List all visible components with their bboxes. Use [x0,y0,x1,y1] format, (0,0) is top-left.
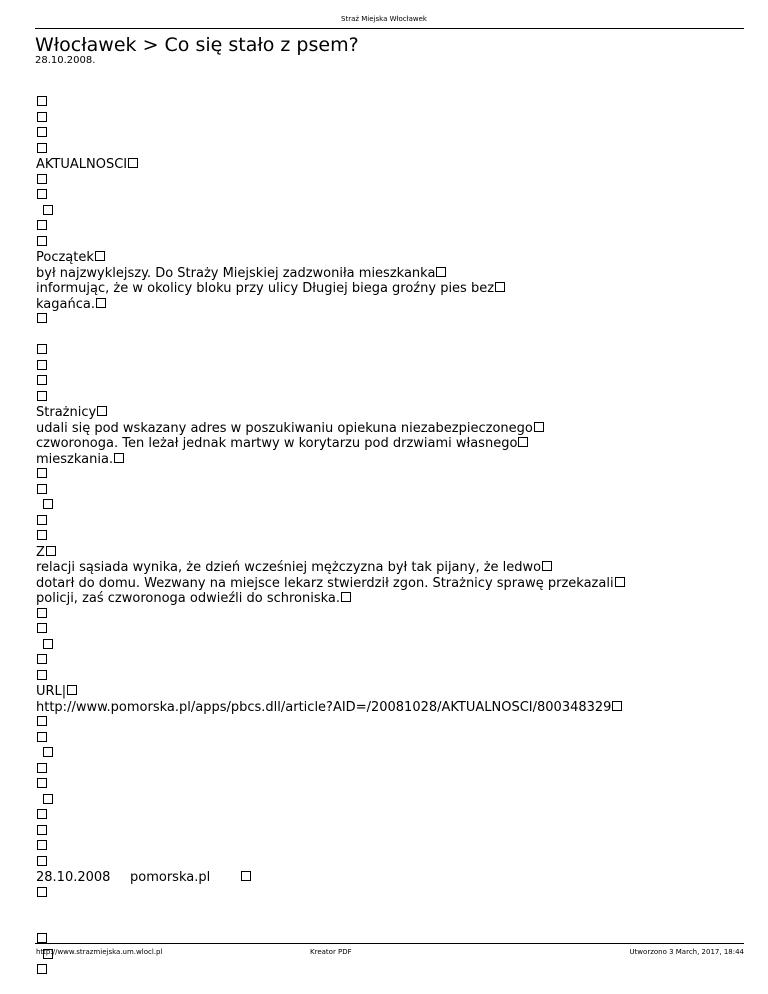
blank-line [36,328,744,344]
paragraph-line: policji, zaś czworonoga odwieźli do schroniska. [36,591,744,607]
paragraph-line: kagańca. [36,297,744,313]
missing-glyph-icon [37,96,47,106]
placeholder-line [36,312,744,328]
placeholder-line [36,824,744,840]
placeholder-line [36,483,744,499]
missing-glyph-icon [43,639,53,649]
missing-glyph-icon [37,608,47,618]
placeholder-line [36,467,744,483]
meta-source: pomorska.pl [130,870,211,885]
section-label: AKTUALNOŚCI [36,157,744,173]
page-title: Włocławek > Co się stało z psem? [35,34,359,56]
missing-glyph-icon [37,623,47,633]
missing-glyph-icon [37,344,47,354]
footer-created-date: Utworzono 3 March, 2017, 18:44 [629,948,744,956]
placeholder-line [36,777,744,793]
missing-glyph-icon [43,499,53,509]
missing-glyph-icon [43,794,53,804]
missing-glyph-icon [518,437,528,447]
placeholder-line [36,638,744,654]
missing-glyph-icon [534,422,544,432]
placeholder-line [36,359,744,375]
missing-glyph-icon [37,732,47,742]
placeholder-line [36,839,744,855]
missing-glyph-icon [37,964,47,974]
placeholder-line [36,669,744,685]
placeholder-line [36,126,744,142]
missing-glyph-icon [436,267,446,277]
paragraph-line: mieszkania. [36,452,744,468]
missing-glyph-icon [341,592,351,602]
page-header: Straż Miejska Włocławek [341,15,427,23]
missing-glyph-icon [37,840,47,850]
placeholder-line [36,173,744,189]
missing-glyph-icon [37,112,47,122]
missing-glyph-icon [37,716,47,726]
missing-glyph-icon [615,577,625,587]
header-divider [35,28,744,29]
missing-glyph-icon [37,360,47,370]
placeholder-line [36,219,744,235]
paragraph-line: dotarł do domu. Wezwany na miejsce lekarz stwierdził zgon. Strażnicy sprawę przekazali [36,576,744,592]
placeholder-line [36,374,744,390]
placeholder-line [36,793,744,809]
missing-glyph-icon [37,763,47,773]
missing-glyph-icon [46,546,56,556]
missing-glyph-icon [37,375,47,385]
missing-glyph-icon [37,887,47,897]
missing-glyph-icon [37,515,47,525]
placeholder-line [36,142,744,158]
missing-glyph-icon [43,747,53,757]
footer-divider [35,943,744,944]
missing-glyph-icon [37,809,47,819]
placeholder-line [36,235,744,251]
placeholder-line [36,498,744,514]
placeholder-line [36,343,744,359]
missing-glyph-icon [37,670,47,680]
blank-line [36,917,744,933]
placeholder-line [36,514,744,530]
placeholder-line [36,715,744,731]
missing-glyph-icon [37,127,47,137]
placeholder-line [36,622,744,638]
missing-glyph-icon [37,236,47,246]
missing-glyph-icon [37,778,47,788]
missing-glyph-icon [114,453,124,463]
missing-glyph-icon [37,933,47,943]
placeholder-line [36,932,744,948]
missing-glyph-icon [37,468,47,478]
paragraph-line: relacji sąsiada wynika, że dzień wcześniej mężczyzna był tak pijany, że ledwo [36,560,744,576]
placeholder-line [36,855,744,871]
missing-glyph-icon [37,856,47,866]
paragraph-line: był najzwyklejszy. Do Straży Miejskiej zadzwoniła mieszkanka [36,266,744,282]
placeholder-line [36,188,744,204]
missing-glyph-icon [43,205,53,215]
placeholder-line [36,731,744,747]
footer-generator: Kreator PDF [310,948,352,956]
missing-glyph-icon [128,158,138,168]
paragraph-lead: Z [36,545,744,561]
missing-glyph-icon [37,220,47,230]
placeholder-line [36,653,744,669]
placeholder-line [36,95,744,111]
missing-glyph-icon [612,701,622,711]
placeholder-line [36,204,744,220]
paragraph-line: udali się pod wskazany adres w poszukiwaniu opiekuna niezabezpieczonego [36,421,744,437]
placeholder-line [36,111,744,127]
footer-site-url[interactable]: http://www.strazmiejska.um.wlocl.pl [36,948,163,956]
placeholder-line [36,808,744,824]
missing-glyph-icon [67,685,77,695]
missing-glyph-icon [97,406,107,416]
placeholder-line [36,746,744,762]
missing-glyph-icon [241,871,251,881]
placeholder-line [36,529,744,545]
placeholder-line [36,886,744,902]
missing-glyph-icon [96,298,106,308]
meta-date: 28.10.2008 [36,870,111,885]
paragraph-line: informując, że w okolicy bloku przy ulicy Długiej biega groźny pies bez [36,281,744,297]
missing-glyph-icon [37,825,47,835]
paragraph-lead: Początek [36,250,744,266]
placeholder-line [36,607,744,623]
placeholder-line [36,963,744,979]
article-date: 28.10.2008. [35,55,96,66]
placeholder-line [36,762,744,778]
placeholder-line [36,390,744,406]
missing-glyph-icon [542,561,552,571]
paragraph-line: czworonoga. Ten leżał jednak martwy w korytarzu pod drzwiami własnego [36,436,744,452]
missing-glyph-icon [37,174,47,184]
blank-line [36,901,744,917]
missing-glyph-icon [37,484,47,494]
missing-glyph-icon [37,530,47,540]
paragraph-lead: Strażnicy [36,405,744,421]
missing-glyph-icon [37,391,47,401]
source-url[interactable]: http://www.pomorska.pl/apps/pbcs.dll/article?AID=/20081028/AKTUALNOSCI/800348329 [36,700,744,716]
missing-glyph-icon [37,654,47,664]
missing-glyph-icon [37,143,47,153]
article-body [36,95,744,979]
article-meta [36,870,744,886]
url-label: URL| [36,684,744,700]
missing-glyph-icon [495,282,505,292]
missing-glyph-icon [37,313,47,323]
missing-glyph-icon [95,251,105,261]
missing-glyph-icon [37,189,47,199]
